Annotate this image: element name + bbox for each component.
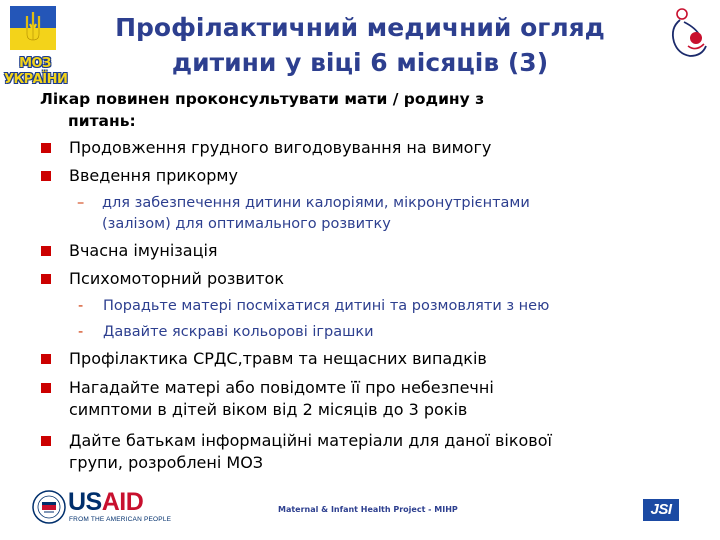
bullet-square-icon <box>41 274 51 284</box>
list-item-line2: симптоми в дітей віком від 2 місяців до 3 років <box>69 400 468 419</box>
list-item <box>40 268 284 290</box>
dash-marker: – <box>77 195 85 211</box>
intro-line1: Лікар повинен проконсультувати мати / родину з <box>40 90 485 108</box>
bullet-square-icon <box>41 383 51 393</box>
bullet-square-icon <box>41 246 51 256</box>
moz-logo-line2: УКРАЇНИ <box>4 72 68 87</box>
intro-line2: питань: <box>68 112 136 130</box>
sub-list-item <box>78 296 549 317</box>
usaid-seal-icon <box>32 490 66 524</box>
usaid-logo <box>68 488 172 529</box>
list-item <box>40 137 491 159</box>
intro-paragraph <box>40 88 700 132</box>
list-item <box>40 430 552 474</box>
jsi-logo: JSI <box>643 499 679 521</box>
list-item <box>40 348 487 370</box>
sub-item-line2: (залізом) для оптимального розвитку <box>102 216 391 232</box>
list-item-line1: Нагадайте матері або повідомте її про небезпечні <box>69 378 494 397</box>
sub-item-line1: для забезпечення дитини калоріями, мікронутрієнтами <box>102 195 530 211</box>
list-item-text: Психомоторний розвиток <box>69 269 285 288</box>
sub-list-item <box>78 322 374 343</box>
mother-and-child-icon <box>666 6 716 60</box>
usaid-us: US <box>68 488 102 516</box>
list-item-line2: групи, розроблені МОЗ <box>69 453 264 472</box>
sub-list-item <box>77 193 530 235</box>
list-item-line1: Дайте батькам інформаційні матеріали для даної вікової <box>69 431 552 450</box>
project-note: Maternal & Infant Health Project - MIHP <box>278 505 458 514</box>
bullet-square-icon <box>41 436 51 446</box>
sub-item-text: Давайте яскраві кольорові іграшки <box>103 324 374 340</box>
list-item-text: Профілактика СРДС,травм та нещасних випадків <box>69 349 487 368</box>
list-item-text: Продовження грудного вигодовування на вимогу <box>69 138 492 157</box>
ukraine-flag-trident-icon <box>10 6 56 50</box>
title-line1: Профілактичний медичний огляд <box>115 13 605 42</box>
dash-marker: - <box>78 298 84 314</box>
usaid-tagline: FROM THE AMERICAN PEOPLE <box>69 516 172 523</box>
list-item <box>40 377 494 421</box>
sub-item-text: Порадьте матері посміхатися дитині та розмовляти з нею <box>103 298 550 314</box>
list-item <box>40 165 238 187</box>
slide-title <box>70 10 650 80</box>
title-line2: дитини у віці 6 місяців (3) <box>171 48 549 77</box>
list-item <box>40 240 218 262</box>
bullet-square-icon <box>41 354 51 364</box>
dash-marker: - <box>78 324 84 340</box>
list-item-text: Вчасна імунізація <box>69 241 218 260</box>
list-item-text: Введення прикорму <box>69 166 238 185</box>
moz-ukraine-logo <box>4 4 66 90</box>
bullet-square-icon <box>41 171 51 181</box>
bullet-square-icon <box>41 143 51 153</box>
usaid-aid: AID <box>101 488 144 516</box>
moz-logo-line1: МОЗ <box>19 56 51 71</box>
